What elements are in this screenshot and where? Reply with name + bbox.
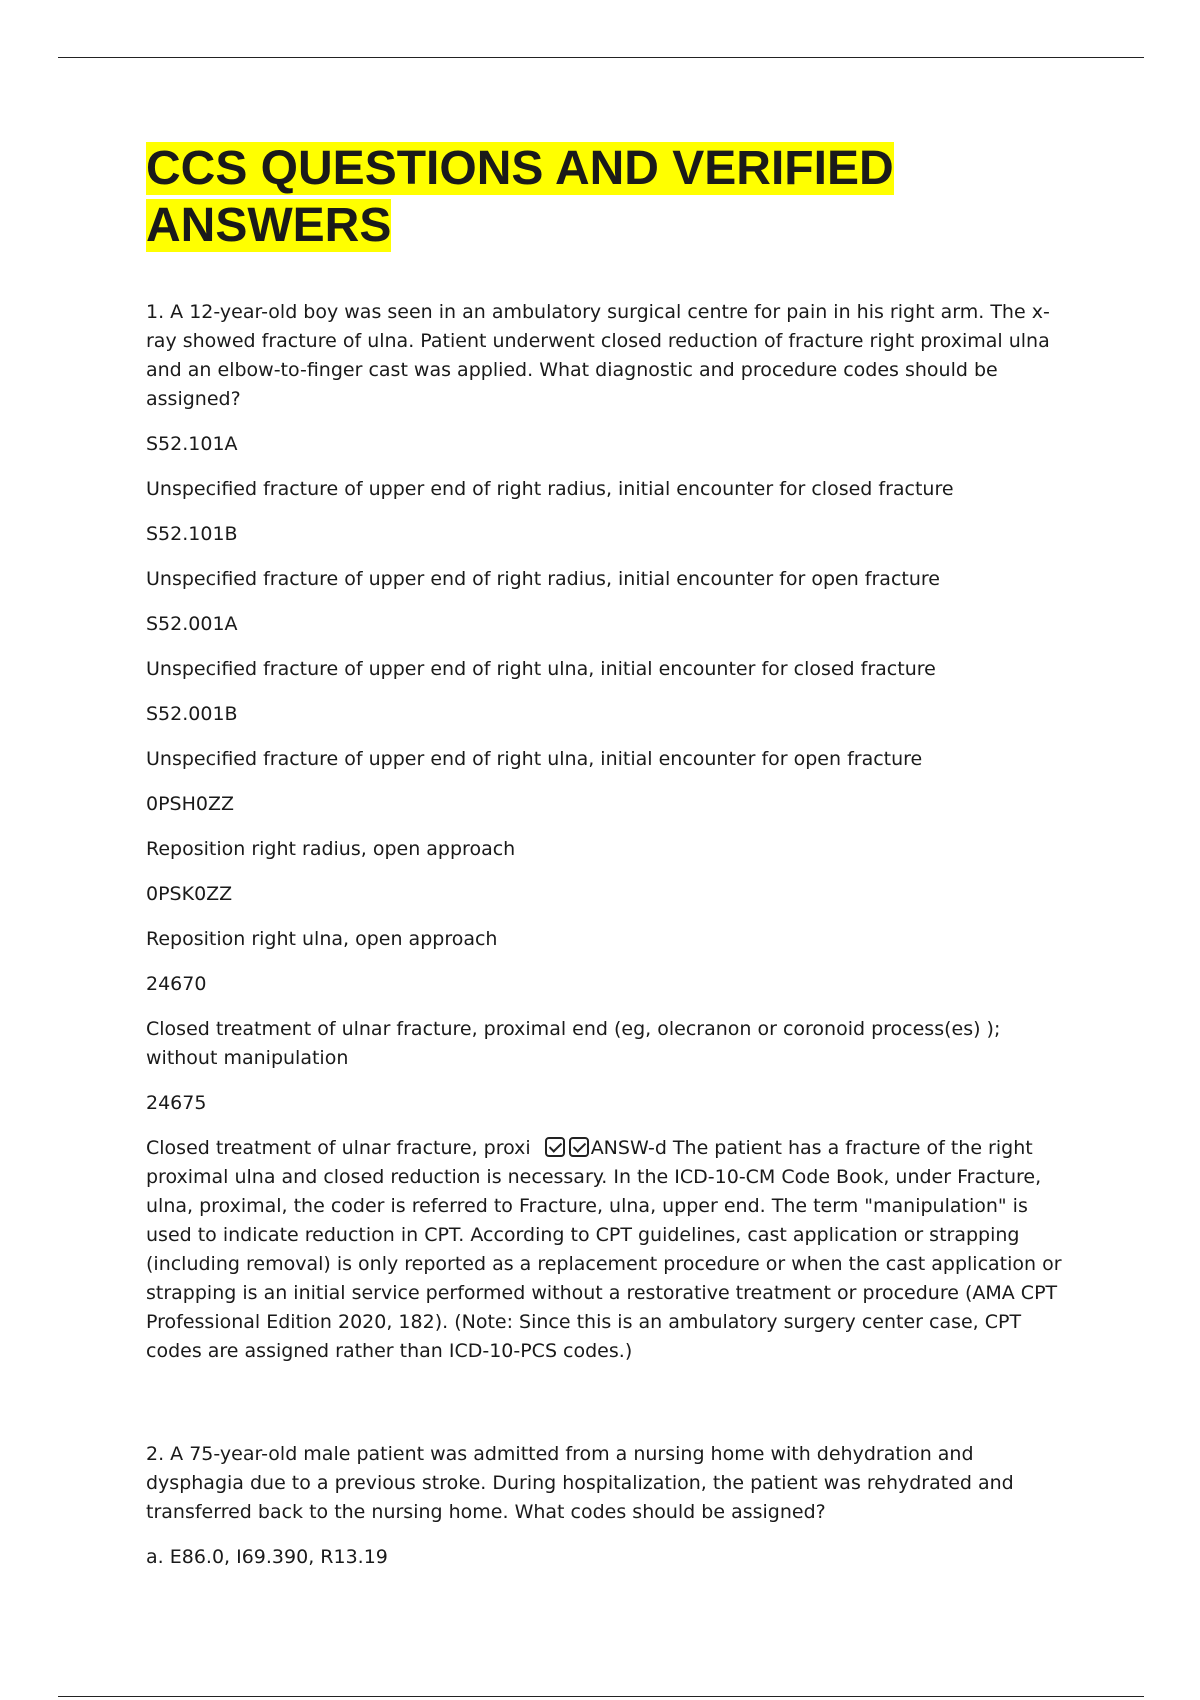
q1-option-code: S52.001A (146, 613, 238, 635)
q2-option-a: a. E86.0, I69.390, R13.19 (146, 1546, 388, 1568)
q1-option-desc: Unspecified fracture of upper end of right radius, initial encounter for closed fracture (146, 478, 954, 500)
q1-option-code: S52.101A (146, 433, 238, 455)
q1-answer (146, 1134, 1066, 1366)
q1-option-desc: Unspecified fracture of upper end of right ulna, initial encounter for open fracture (146, 748, 923, 770)
q1-option-code: 0PSK0ZZ (146, 883, 233, 905)
q1-option-code: 24670 (146, 973, 207, 995)
q1-answer-lead: Closed treatment of ulnar fracture, proxi (146, 1137, 531, 1159)
q1-option-code: 24675 (146, 1092, 207, 1114)
q1-option-desc: Unspecified fracture of upper end of right radius, initial encounter for open fracture (146, 568, 940, 590)
checkbox-checked-icon (569, 1137, 589, 1157)
document-body (146, 140, 1066, 1588)
question-1-text: 1. A 12-year-old boy was seen in an ambulatory surgical centre for pain in his right arm. The x-ray showed fracture of ulna. Patient underwent closed reduction of fracture right proximal ulna and an elbow-to-finger cast was applied. What diagnostic and procedure codes should be assigned? (146, 301, 1050, 410)
q1-option-desc: Reposition right radius, open approach (146, 838, 516, 860)
q1-option-desc: Reposition right ulna, open approach (146, 928, 498, 950)
q1-option-code: 0PSH0ZZ (146, 793, 235, 815)
q1-option-desc: Unspecified fracture of upper end of right ulna, initial encounter for closed fracture (146, 658, 936, 680)
document-title: CCS QUESTIONS AND VERIFIED ANSWERS (146, 142, 894, 252)
q1-option-desc: Closed treatment of ulnar fracture, proximal end (eg, olecranon or coronoid process(es) ); without manipulation (146, 1018, 1001, 1069)
checkbox-checked-icon (545, 1137, 565, 1157)
q1-option-code: S52.101B (146, 523, 238, 545)
q1-answer-explanation: ANSW-d The patient has a fracture of the right proximal ulna and closed reduction is necessary. In the ICD-10-CM Code Book, under Fracture, ulna, proximal, the coder is referred to Fracture, ulna, upper end. The term "manipulation" is used to indicate reduction in CPT. According to CPT guidelines, cast application or strapping (including removal) is only reported as a replacement procedure or when the cast application or strapping is an initial service performed without a restorative treatment or procedure (AMA CPT Professional Edition 2020, 182). (Note: Since this is an ambulatory surgery center case, CPT codes are assigned rather than ICD-10-PCS codes.) (146, 1137, 1062, 1362)
top-rule (58, 57, 1144, 58)
q1-option-code: S52.001B (146, 703, 238, 725)
bottom-rule (58, 1696, 1144, 1697)
question-2-text: 2. A 75-year-old male patient was admitted from a nursing home with dehydration and dysphagia due to a previous stroke. During hospitalization, the patient was rehydrated and transferred back to the nursing home. What codes should be assigned? (146, 1443, 1014, 1523)
